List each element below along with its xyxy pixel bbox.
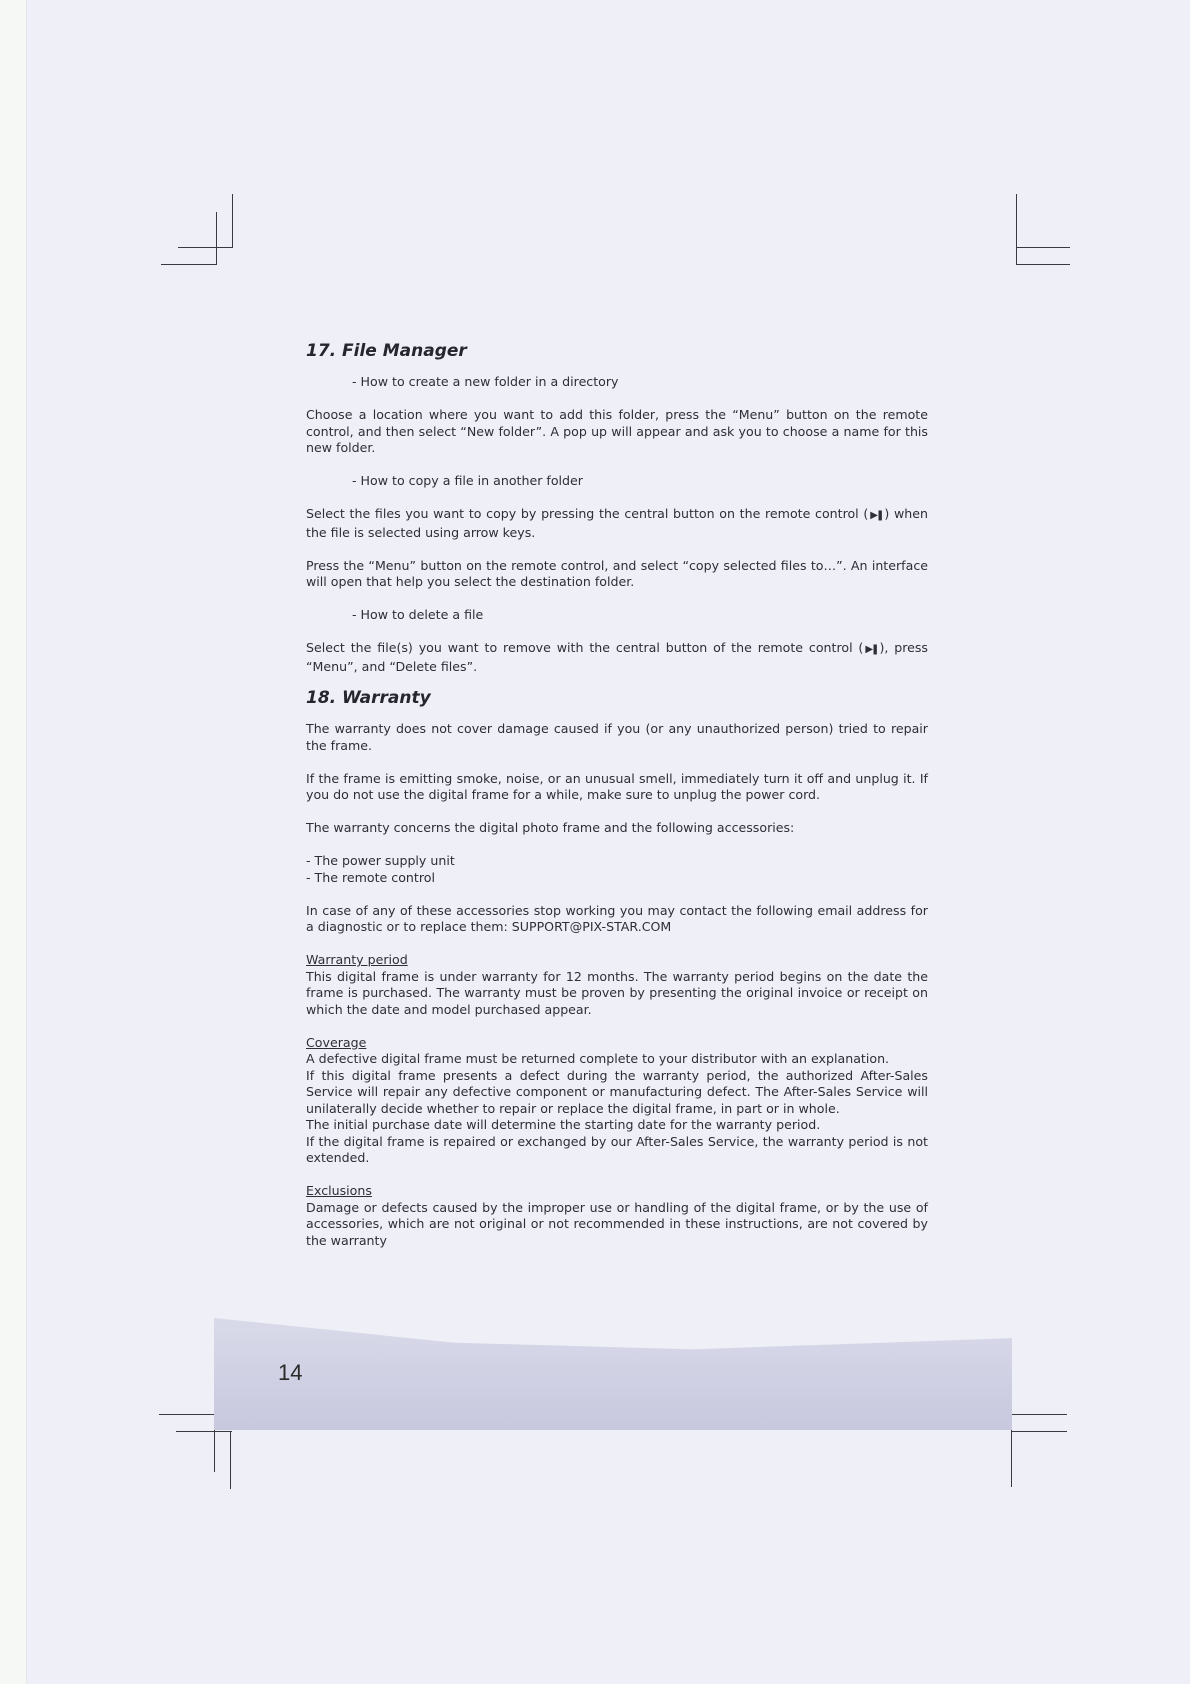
coverage-line: The initial purchase date will determine the starting date for the warranty period. <box>306 1117 821 1132</box>
coverage-heading: Coverage <box>306 1034 367 1050</box>
warranty-period-block <box>306 952 928 1018</box>
warranty-period-heading: Warranty period <box>306 952 408 967</box>
accessory-list <box>306 853 928 886</box>
page-content <box>306 340 928 1249</box>
paragraph-warranty-repair: The warranty does not cover damage caused if you (or any unauthorized person) tried to repair the frame. <box>306 721 928 753</box>
section-17-title: 17. File Manager <box>306 341 467 361</box>
paragraph-delete-file: Select the file(s) you want to remove with the central button of the remote control ( ▶❚ ), press “Menu”, and “Delete files”. <box>306 640 928 674</box>
coverage-line: If this digital frame presents a defect during the warranty period, the authorized After-Sales Service will repair any defective component or manufacturing defect. The After-Sales Service will unilaterally decide whether to repair or replace the digital frame, in part or in whole. <box>306 1067 928 1116</box>
scan-edge <box>0 0 27 1684</box>
footer-band <box>214 1318 1012 1430</box>
list-item: - The remote control <box>306 869 435 885</box>
exclusions-heading: Exclusions <box>306 1183 372 1198</box>
page-number: 14 <box>278 1360 303 1385</box>
list-item: - The power supply unit <box>306 853 455 868</box>
paragraph-warranty-smoke: If the frame is emitting smoke, noise, or an unusual smell, immediately turn it off and unplug it. If you do not use the digital frame for a while, make sure to unplug the power cord. <box>306 770 928 802</box>
paragraph-copy-menu: Press the “Menu” button on the remote control, and select “copy selected files to…”. An interface will open that help you select the destination folder. <box>306 557 928 589</box>
section-18-title: 18. Warranty <box>306 688 431 708</box>
paragraph-warranty-contact: In case of any of these accessories stop working you may contact the following email address for a diagnostic or to replace them: SUPPORT@PIX-STAR.COM <box>306 902 928 934</box>
exclusions-text: Damage or defects caused by the improper use or handling of the digital frame, or by the use of accessories, which are not original or not recommended in these instructions, are not covered by the warranty <box>306 1199 928 1248</box>
warranty-period-text: This digital frame is under warranty for 12 months. The warranty period begins on the date the frame is purchased. The warranty must be proven by presenting the original invoice or receipt on which the date and model purchased appear. <box>306 968 928 1017</box>
paragraph-warranty-accessories: The warranty concerns the digital photo frame and the following accessories: <box>306 820 795 835</box>
paragraph-create-folder: Choose a location where you want to add this folder, press the “Menu” button on the remote control, and then select “New folder”. A pop up will appear and ask you to choose a name for this new folder. <box>306 407 928 455</box>
central-button-icon: ▶❚ <box>870 510 883 521</box>
central-button-icon: ▶❚ <box>865 644 878 655</box>
subheading-copy-file: - How to copy a file in another folder <box>352 473 583 488</box>
paragraph-copy-file: Select the files you want to copy by pressing the central button on the remote control ( ▶❚ ) when the file is selected using arrow keys. <box>306 506 928 540</box>
coverage-line: A defective digital frame must be returned complete to your distributor with an explanation. <box>306 1051 890 1066</box>
subheading-create-folder: - How to create a new folder in a directory <box>352 374 619 389</box>
coverage-line: If the digital frame is repaired or exchanged by our After-Sales Service, the warranty period is not extended. <box>306 1133 928 1165</box>
coverage-block <box>306 1035 928 1167</box>
subheading-delete-file: - How to delete a file <box>352 607 484 622</box>
exclusions-block <box>306 1183 928 1249</box>
